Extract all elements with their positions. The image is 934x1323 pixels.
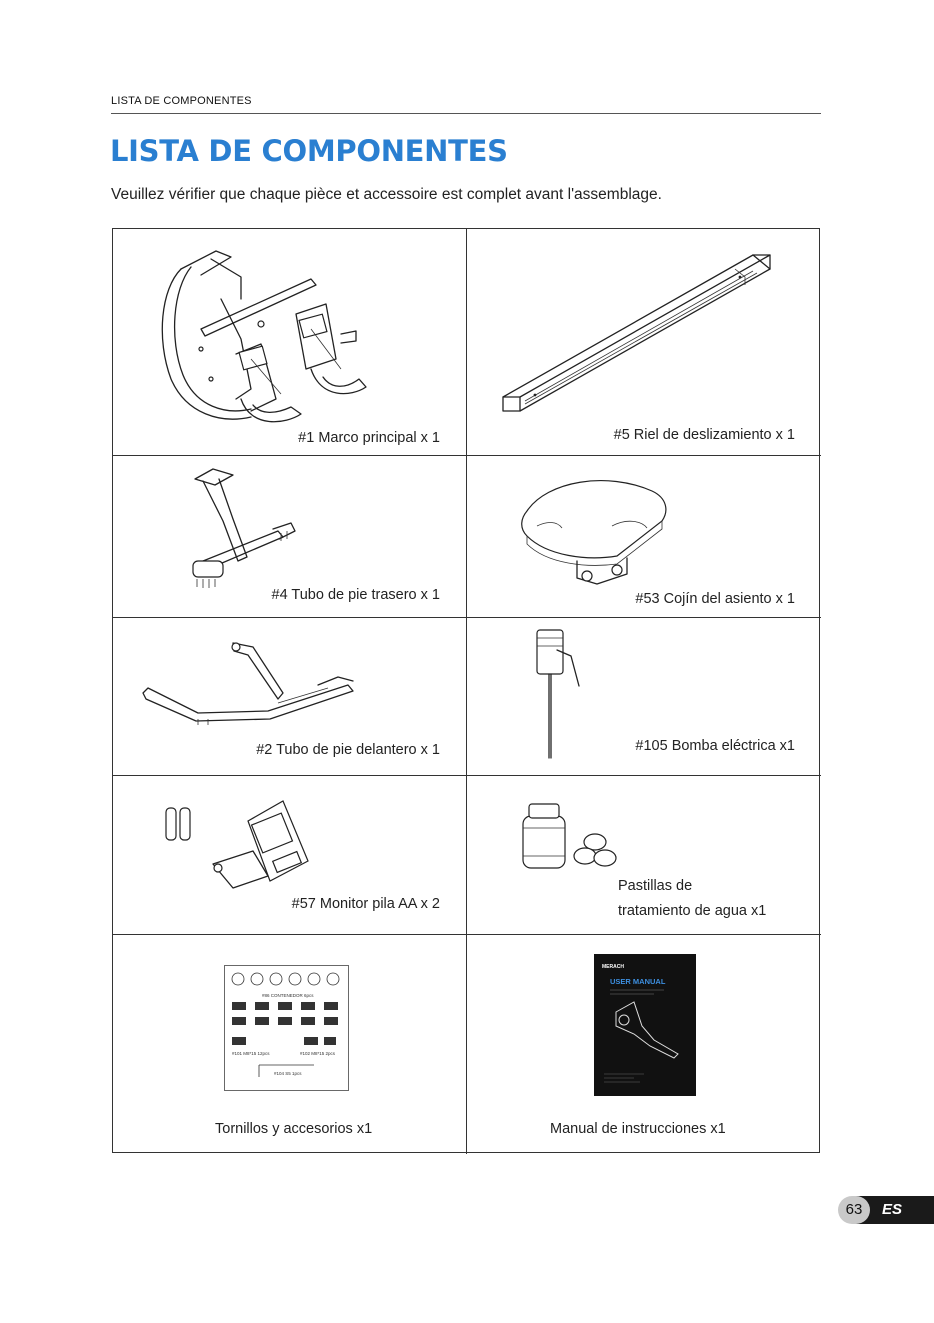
component-label: #53 Cojín del asiento x 1 (635, 591, 795, 607)
seat-cushion-illustration (517, 466, 677, 591)
component-cell-front-foot-tube (113, 618, 467, 776)
manual-title: USER MANUAL (610, 977, 666, 986)
rear-foot-tube-illustration (183, 461, 333, 596)
component-label: Manual de instrucciones x1 (550, 1121, 726, 1137)
component-label: #2 Tubo de pie delantero x 1 (256, 742, 440, 758)
component-cell-seat-cushion (467, 456, 821, 618)
component-cell-manual (467, 935, 821, 1154)
pack-text-bolt-a: #101 M8*15 12pcs (232, 1051, 270, 1056)
slide-rail-illustration (495, 239, 805, 419)
running-header: LISTA DE COMPONENTES (111, 95, 252, 107)
manual-brand: MERACH (602, 964, 624, 970)
component-cell-rear-foot-tube (113, 456, 467, 618)
monitor-illustration (158, 796, 328, 891)
component-label: #105 Bomba eléctrica x1 (635, 738, 795, 754)
component-label: #4 Tubo de pie trasero x 1 (271, 587, 440, 603)
intro-text: Veuillez vérifier que chaque pièce et accessoire est complet avant l'assemblage. (111, 186, 662, 203)
component-cell-main-frame (113, 229, 467, 456)
component-label-line1: Pastillas de (618, 878, 693, 894)
component-label: #5 Riel de deslizamiento x 1 (613, 427, 795, 443)
component-cell-slide-rail (467, 229, 821, 456)
header-rule (111, 113, 821, 114)
component-cell-hardware (113, 935, 467, 1154)
user-manual-illustration (594, 954, 696, 1096)
component-label: Tornillos y accesorios x1 (215, 1121, 373, 1137)
component-label: #1 Marco principal x 1 (298, 430, 440, 446)
page-title: LISTA DE COMPONENTES (110, 134, 508, 168)
electric-pump-illustration (527, 626, 597, 761)
component-label-line2: tratamiento de agua x1 (618, 903, 767, 919)
hardware-pack-illustration (224, 965, 349, 1091)
main-frame-illustration (141, 239, 391, 439)
pack-text-tool: #104 S5 1pcs (274, 1071, 302, 1076)
component-cell-monitor (113, 776, 467, 935)
component-cell-electric-pump (467, 618, 821, 776)
page-badge (838, 1196, 934, 1224)
pack-text-bolt-b: #102 M8*15 2pcs (300, 1051, 336, 1056)
component-cell-water-tablets (467, 776, 821, 935)
page-number: 63 (838, 1196, 870, 1224)
water-treatment-tablets-illustration (517, 800, 627, 880)
components-table (112, 228, 820, 1153)
language-tab: ES (856, 1196, 934, 1224)
component-label: #57 Monitor pila AA x 2 (291, 896, 440, 912)
front-foot-tube-illustration (138, 633, 363, 733)
pack-text-washers: #86 CONTENEDOR 6pcs (262, 993, 314, 998)
